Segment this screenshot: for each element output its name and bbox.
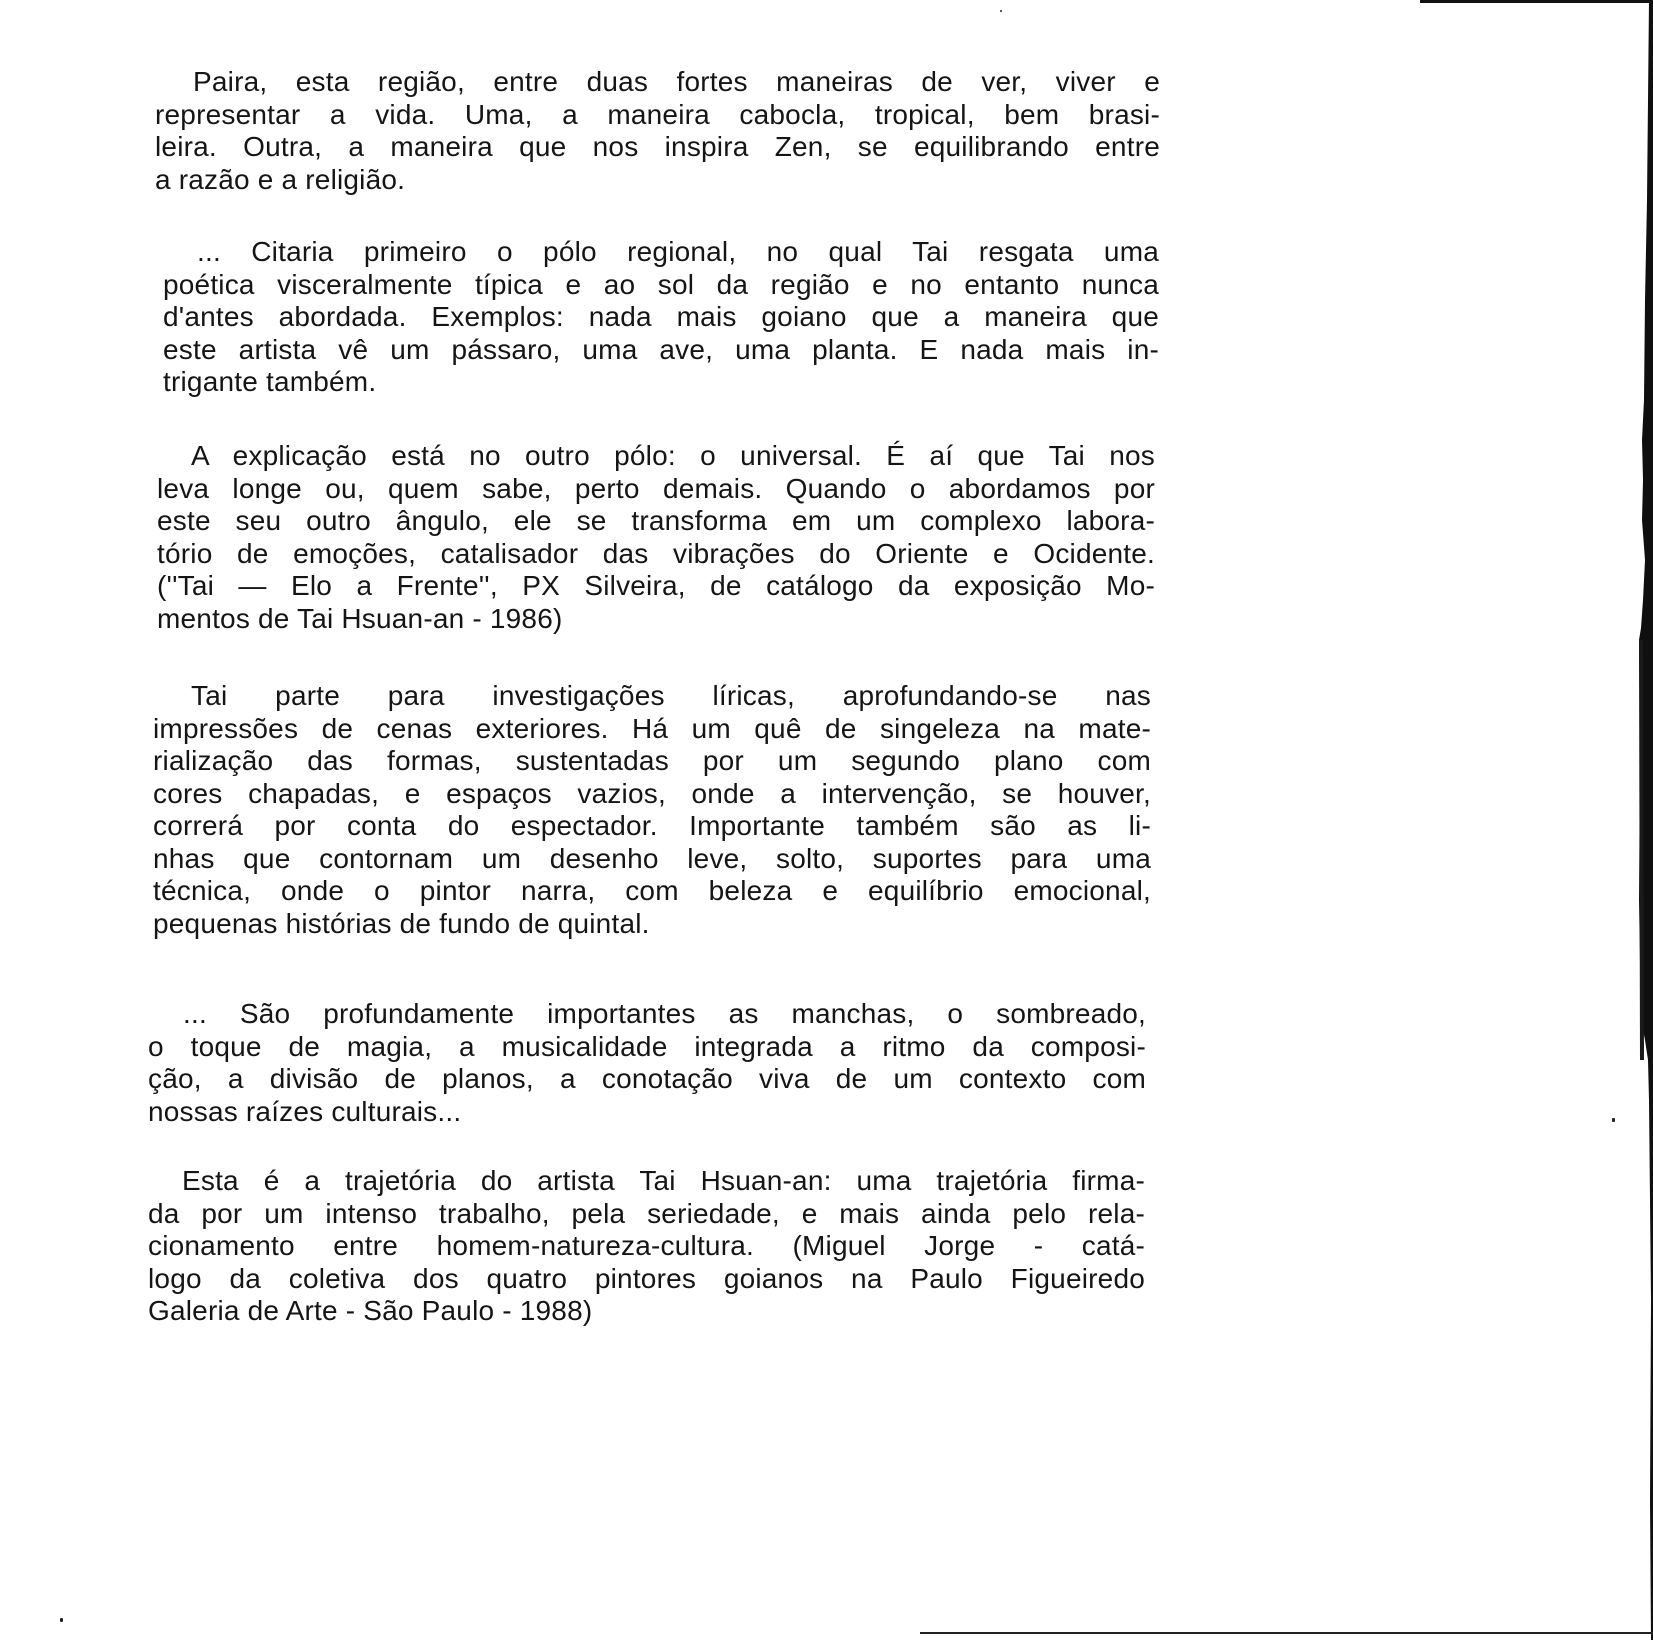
paragraph-6 [148,1165,1145,1328]
paragraph-2 [163,236,1159,399]
paragraph-3 [157,440,1155,635]
text-line: trigante também. [163,366,377,397]
text-line: logo da coletiva dos quatro pintores goianos na Paulo Figueiredo [148,1262,1145,1294]
speck-mark [1000,10,1002,12]
text-line: nossas raízes culturais... [148,1095,462,1127]
scan-edge-right [1623,0,1653,1640]
text-line: d'antes abordada. Exemplos: nada mais goiano que a maneira que [163,301,1159,332]
text-line: impressões de cenas exteriores. Há um quê de singeleza na mate- [153,712,1151,744]
text-line: Tai parte para investigações líricas, aprofundando-se nas [191,680,1151,711]
paragraph-1 [155,66,1160,196]
text-line: ção, a divisão de planos, a conotação viva de um contexto com [148,1063,1146,1094]
text-line: Galeria de Arte - São Paulo - 1988) [148,1295,593,1326]
text-line: ... São profundamente importantes as manchas, o sombreado, [183,998,1146,1029]
text-line: Paira, esta região, entre duas fortes maneiras de ver, viver e [193,66,1160,97]
text-line: representar a vida. Uma, a maneira cabocla, tropical, bem brasi- [155,98,1160,130]
text-line: tório de emoções, catalisador das vibrações do Oriente e Ocidente. [157,537,1155,569]
scan-edge-bottom [920,1632,1653,1634]
text-line: pequenas histórias de fundo de quintal. [153,907,650,939]
text-line: nhas que contornam um desenho leve, solto, suportes para uma [153,842,1151,874]
text-line: técnica, onde o pintor narra, com beleza e equilíbrio emocional, [153,875,1151,906]
text-line: a razão e a religião. [155,163,406,195]
text-line: poética visceralmente típica e ao sol da região e no entanto nunca [163,268,1159,300]
speck-mark [60,1618,63,1622]
text-line: ... Citaria primeiro o pólo regional, no qual Tai resgata uma [197,236,1159,267]
speck-mark [1612,1118,1615,1122]
text-line: Esta é a trajetória do artista Tai Hsuan-an: uma trajetória firma- [182,1165,1145,1196]
text-line: correrá por conta do espectador. Importante também são as li- [153,810,1151,841]
text-line: este seu outro ângulo, ele se transforma em um complexo labora- [157,505,1155,536]
text-line: este artista vê um pássaro, uma ave, uma planta. E nada mais in- [163,333,1159,365]
scan-edge-top [1420,0,1653,3]
text-line: mentos de Tai Hsuan-an - 1986) [157,602,563,634]
text-line: (''Tai — Elo a Frente'', PX Silveira, de catálogo da exposição Mo- [157,570,1155,601]
text-line: leira. Outra, a maneira que nos inspira Zen, se equilibrando entre [155,131,1160,162]
text-line: cionamento entre homem-natureza-cultura. (Miguel Jorge - catá- [148,1230,1145,1261]
paragraph-4 [153,680,1151,940]
text-line: leva longe ou, quem sabe, perto demais. Quando o abordamos por [157,472,1155,504]
text-line: da por um intenso trabalho, pela seriedade, e mais ainda pelo rela- [148,1197,1145,1229]
paragraph-5 [148,998,1146,1128]
text-line: o toque de magia, a musicalidade integrada a ritmo da composi- [148,1030,1146,1062]
text-line: rialização das formas, sustentadas por um segundo plano com [153,745,1151,776]
text-line: cores chapadas, e espaços vazios, onde a intervenção, se houver, [153,777,1151,809]
text-line: A explicação está no outro pólo: o universal. É aí que Tai nos [191,440,1155,471]
